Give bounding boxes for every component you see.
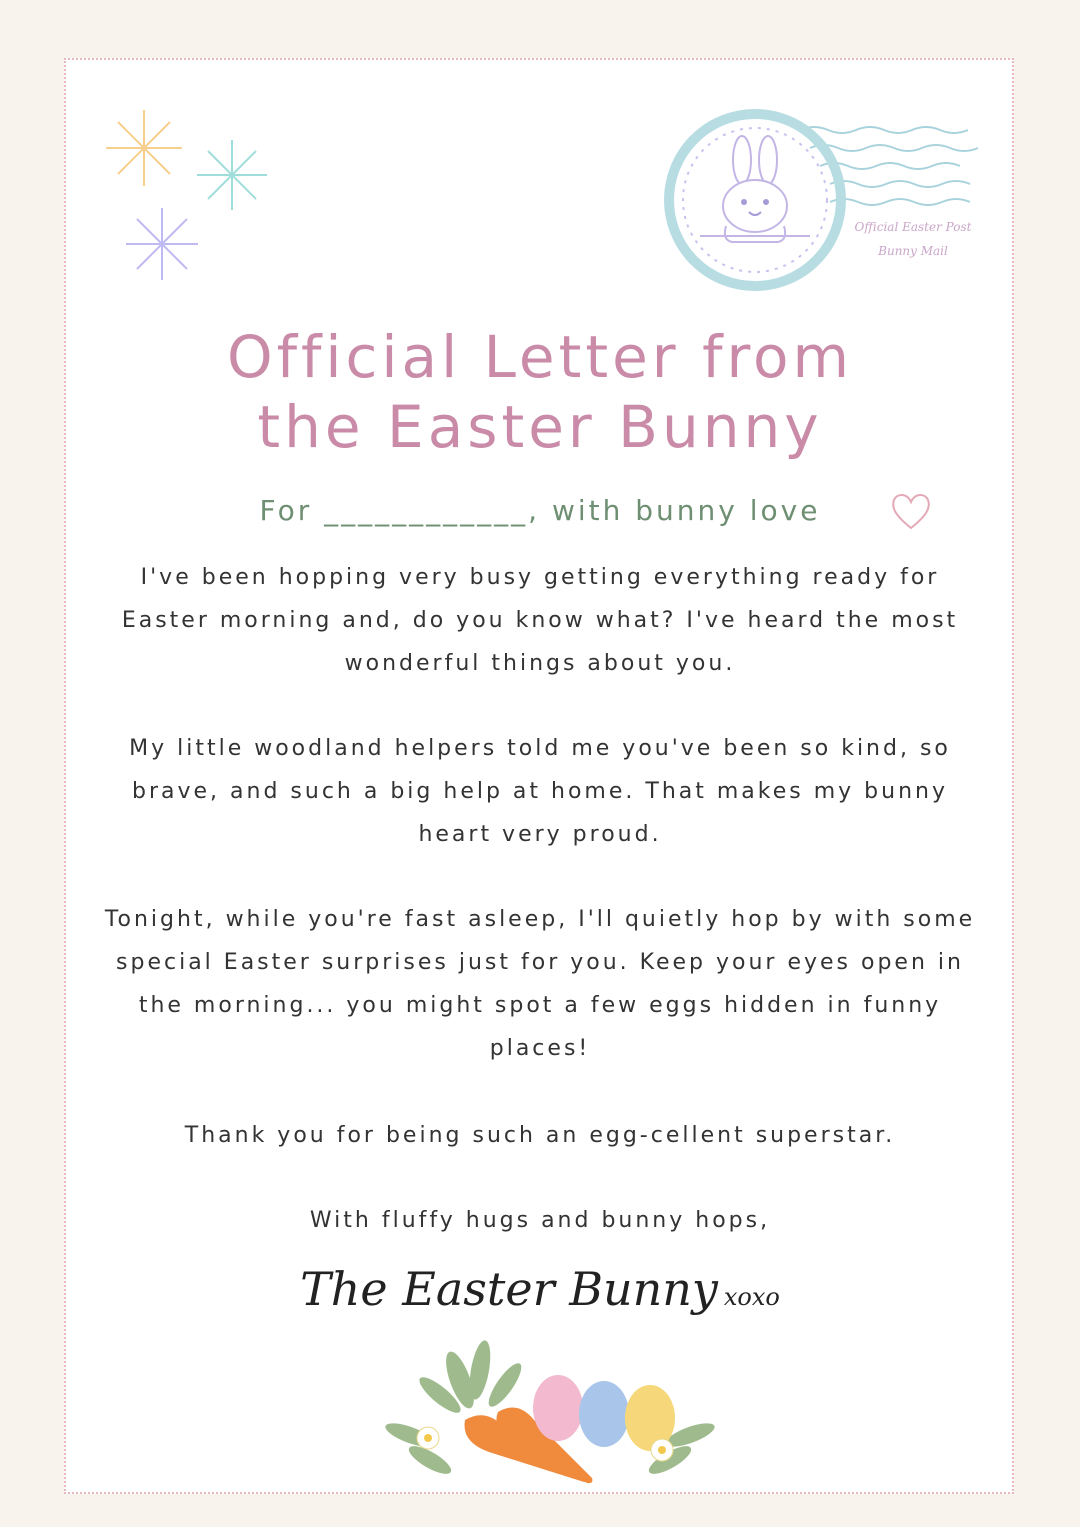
letter-paragraph-1: I've been hopping very busy getting everything ready for Easter morning and, do you know what? I've heard the most wonderful things about you. (121, 565, 959, 676)
letter-paragraph-2: My little woodland helpers told me you've been so kind, so brave, and such a big help at home. That makes my bunny heart very proud. (129, 736, 951, 847)
signature (0, 1262, 1080, 1316)
letter-closing: With fluffy hugs and bunny hops, (309, 1208, 771, 1233)
letter-paragraph-4: Thank you for being such an egg-cellent superstar. (184, 1123, 896, 1148)
heart-icon (888, 490, 934, 532)
bunny-stamp-icon (660, 108, 980, 298)
page-title-line2: the Easter Bunny (257, 393, 823, 461)
recipient-line: For ____________, with bunny love (259, 494, 821, 527)
signature-xoxo: xoxo (723, 1283, 780, 1311)
stamp-text-line1: Official Easter Post (854, 220, 972, 234)
stamp-text-line2: Bunny Mail (878, 244, 948, 258)
letter-paragraph-3: Tonight, while you're fast asleep, I'll quietly hop by with some special Easter surprises just for you. Keep your eyes open in the morning... you might spot a few eggs hidden in funny places! (104, 907, 976, 1061)
easter-eggs-carrots-icon (380, 1340, 720, 1490)
sparkles-icon (96, 100, 276, 300)
page-title-line1: Official Letter from (226, 323, 854, 391)
signature-name: The Easter Bunny (300, 1262, 718, 1316)
